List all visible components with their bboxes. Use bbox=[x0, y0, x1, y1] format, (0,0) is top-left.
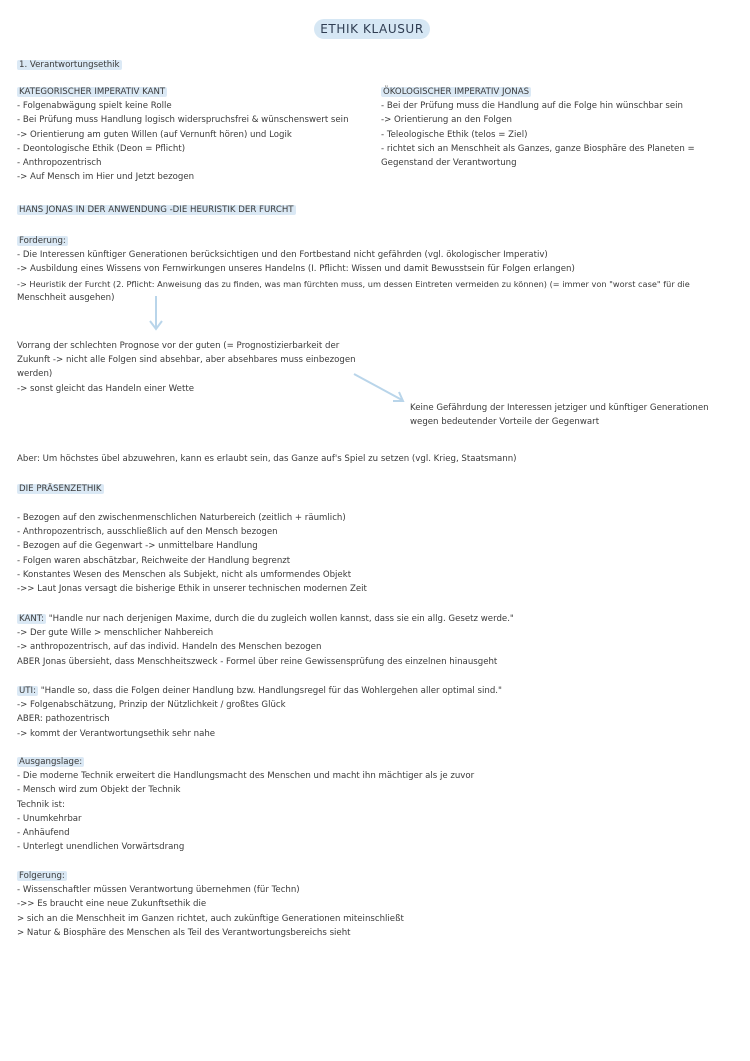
kant-quote-label: KANT: bbox=[19, 614, 44, 624]
ausgangslage-label: Ausgangslage: bbox=[19, 757, 83, 767]
kant-quote-line: -> anthropozentrisch, auf das individ. Handeln des Menschen bezogen bbox=[17, 642, 322, 653]
arrow-down-icon bbox=[146, 296, 166, 336]
folgerung-block bbox=[17, 869, 404, 940]
folgerung-line: ->> Es braucht eine neue Zukunftsethik die bbox=[17, 899, 207, 910]
praesenz-heading: DIE PRÄSENZETHIK bbox=[19, 484, 102, 494]
ausgangslage-line: Technik ist: bbox=[17, 799, 65, 810]
vorrang-block bbox=[17, 339, 367, 396]
praesenz-line: - Anthropozentrisch, ausschließlich auf den Mensch bezogen bbox=[17, 527, 278, 538]
ausgangslage-line: - Die moderne Technik erweitert die Handlungsmacht des Menschen und macht ihn mächtiger als je zuvor bbox=[17, 771, 475, 782]
section-heading-verantwortungsethik: 1. Verantwortungsethik bbox=[19, 60, 120, 70]
folgerung-line: > sich an die Menschheit im Ganzen richtet, auch zukünftige Generationen miteinschließt bbox=[17, 913, 404, 924]
forderung-block bbox=[17, 234, 732, 305]
jonas-line: - Bei der Prüfung muss die Handlung auf die Folge hin wünschbar sein bbox=[381, 101, 683, 112]
kant-line: - Bei Prüfung muss Handlung logisch widerspruchsfrei & wünschenswert sein bbox=[17, 115, 349, 126]
ausgangslage-line: - Anhäufend bbox=[17, 828, 70, 839]
praesenz-line: - Konstantes Wesen des Menschen als Subjekt, nicht als umformendes Objekt bbox=[17, 569, 352, 580]
jonas-line: Gegenstand der Verantwortung bbox=[381, 158, 517, 169]
ausgangslage-line: - Unterlegt unendlichen Vorwärtsdrang bbox=[17, 842, 185, 853]
gefaehrdung-line: Keine Gefährdung der Interessen jetziger und künftiger Generationen bbox=[410, 403, 709, 413]
praesenz-line: - Folgen waren abschätzbar, Reichweite der Handlung begrenzt bbox=[17, 555, 291, 566]
jonas-line: - Teleologische Ethik (telos = Ziel) bbox=[381, 129, 528, 140]
vorrang-line: Vorrang der schlechten Prognose vor der guten (= Prognostizierbarkeit der bbox=[17, 341, 340, 351]
kant-quote: "Handle nur nach derjenigen Maxime, durch die du zugleich wollen kannst, dass sie ein allg. Gesetz werde." bbox=[46, 614, 514, 624]
jonas-block bbox=[381, 85, 695, 170]
kant-quote-block bbox=[17, 612, 514, 669]
uti-block bbox=[17, 684, 502, 741]
kant-line: -> Orientierung am guten Willen (auf Vernunft hören) und Logik bbox=[17, 129, 292, 140]
ausgangslage-block bbox=[17, 755, 474, 854]
kant-quote-line: ABER Jonas übersieht, dass Menschheitszweck - Formel über reine Gewissensprüfung des einzelnen hinausgeht bbox=[17, 656, 498, 667]
praesenz-line: ->> Laut Jonas versagt die bisherige Ethik in unserer technischen modernen Zeit bbox=[17, 584, 367, 595]
ausgangslage-line: - Unumkehrbar bbox=[17, 813, 82, 824]
folgerung-line: > Natur & Biosphäre des Menschen als Teil des Verantwortungsbereichs sieht bbox=[17, 927, 351, 938]
vorrang-line: werden) bbox=[17, 369, 53, 380]
page-title: ETHIK KLAUSUR bbox=[314, 19, 430, 39]
uti-quote: "Handle so, dass die Folgen deiner Handlung bzw. Handlungsregel für das Wohlergehen aller optimal sind." bbox=[37, 686, 502, 696]
kant-heading: KATEGORISCHER IMPERATIV KANT bbox=[19, 87, 166, 97]
heuristik-heading: HANS JONAS IN DER ANWENDUNG -DIE HEURISTIK DER FURCHT bbox=[19, 205, 294, 215]
kant-line: - Deontologische Ethik (Deon = Pflicht) bbox=[17, 143, 186, 154]
uti-line: ABER: pathozentrisch bbox=[17, 714, 110, 725]
uti-line: -> Folgenabschätzung, Prinzip der Nützlichkeit / großtes Glück bbox=[17, 700, 286, 711]
forderung-label: Forderung: bbox=[19, 236, 66, 246]
forderung-line: Menschheit ausgehen) bbox=[17, 292, 115, 303]
gefaehrdung-line: wegen bedeutender Vorteile der Gegenwart bbox=[410, 417, 600, 428]
uti-line: -> kommt der Verantwortungsethik sehr nahe bbox=[17, 728, 216, 739]
praesenz-block bbox=[17, 511, 367, 596]
praesenz-line: - Bezogen auf die Gegenwart -> unmittelbare Handlung bbox=[17, 541, 258, 552]
kant-line: -> Auf Mensch im Hier und Jetzt bezogen bbox=[17, 172, 195, 183]
folgerung-label: Folgerung: bbox=[19, 871, 65, 881]
jonas-heading: ÖKOLOGISCHER IMPERATIV JONAS bbox=[383, 87, 530, 97]
arrow-diagonal-icon bbox=[352, 372, 412, 412]
folgerung-line: - Wissenschaftler müssen Verantwortung übernehmen (für Techn) bbox=[17, 885, 300, 896]
forderung-line: -> Ausbildung eines Wissens von Fernwirkungen unseres Handelns (I. Pflicht: Wissen und damit Bewusstsein für Folgen erlangen) bbox=[17, 264, 575, 275]
kant-line: - Anthropozentrisch bbox=[17, 158, 102, 169]
aber-line: Aber: Um höchstes übel abzuwehren, kann es erlaubt sein, das Ganze auf's Spiel zu setzen (vgl. Krieg, Staatsmann) bbox=[17, 454, 517, 464]
vorrang-line: -> sonst gleicht das Handeln einer Wette bbox=[17, 383, 194, 394]
kant-block bbox=[17, 85, 349, 184]
kant-line: - Folgenabwägung spielt keine Rolle bbox=[17, 101, 172, 112]
praesenz-line: - Bezogen auf den zwischenmenschlichen Naturbereich (zeitlich + räumlich) bbox=[17, 513, 346, 523]
kant-quote-line: -> Der gute Wille > menschlicher Nahbereich bbox=[17, 628, 214, 639]
jonas-line: -> Orientierung an den Folgen bbox=[381, 115, 512, 126]
jonas-line: - richtet sich an Menschheit als Ganzes, ganze Biosphäre des Planeten = bbox=[381, 143, 695, 154]
vorrang-line: Zukunft -> nicht alle Folgen sind absehbar, aber absehbares muss einbezogen bbox=[17, 355, 356, 366]
forderung-line: -> Heuristik der Furcht (2. Pflicht: Anweisung das zu finden, was man fürchten muss, um dessen Eintreten vermeiden zu können) (= immer von "worst case" für die bbox=[17, 278, 690, 289]
uti-label: UTI: bbox=[19, 686, 36, 696]
gefaehrdung-block bbox=[410, 401, 709, 429]
forderung-line: - Die Interessen künftiger Generationen berücksichtigen und den Fortbestand nicht gefährden (vgl. ökologischer Imperativ) bbox=[17, 250, 548, 261]
ausgangslage-line: - Mensch wird zum Objekt der Technik bbox=[17, 785, 181, 796]
